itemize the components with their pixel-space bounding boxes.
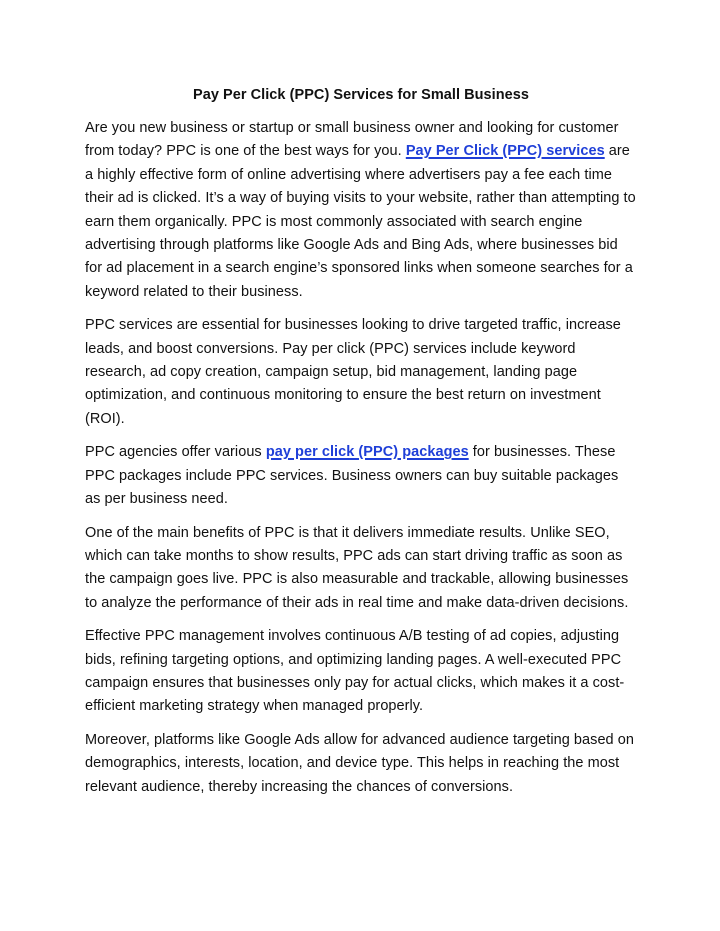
paragraph-agencies [85, 441, 637, 511]
paragraph-agencies-text-start: PPC agencies offer various [85, 444, 266, 461]
ppc-packages-link[interactable]: pay per click (PPC) packages [265, 444, 469, 461]
paragraph-intro [85, 117, 637, 304]
paragraph-intro-text-end: are a highly effective form of online advertising where advertisers pay a fee each time their ad is clicked. It’s a way of buying visits to your website, rather than attempting to earn them organically. PPC is most commonly associated with search engine advertising through platforms like Google Ads and Bing Ads, where businesses bid for ad placement in a search engine’s sponsored links when someone searches for a keyword related to their business. [85, 143, 636, 300]
paragraph-targeting: Moreover, platforms like Google Ads allow for advanced audience targeting based on demographics, interests, location, and device type. This helps in reaching the most relevant audience, thereby increasing the chances of conversions. [85, 731, 634, 795]
paragraph-benefits: One of the main benefits of PPC is that it delivers immediate results. Unlike SEO, which can take months to show results, PPC ads can start driving traffic as soon as the campaign goes live. PPC is also measurable and trackable, allowing businesses to analyze the performance of their ads in real time and make data-driven decisions. [85, 524, 629, 611]
paragraph-agencies-text-end: for businesses. These PPC packages include PPC services. Business owners can buy suitable packages as per business need. [85, 444, 619, 508]
paragraph-management: Effective PPC management involves continuous A/B testing of ad copies, adjusting bids, refining targeting options, and optimizing landing pages. A well-executed PPC campaign ensures that businesses only pay for actual clicks, which makes it a cost-efficient marketing strategy when managed properly. [85, 628, 625, 715]
paragraph-services: PPC services are essential for businesses looking to drive targeted traffic, increase leads, and boost conversions. Pay per click (PPC) services include keyword research, ad copy creation, campaign setup, bid management, landing page optimization, and continuous monitoring to ensure the best return on investment (ROI). [85, 317, 621, 427]
paragraph-intro-text-start: Are you new business or startup or small business owner and looking for customer from today? PPC is one of the best ways for you. [85, 120, 619, 160]
ppc-services-link[interactable]: Pay Per Click (PPC) services [405, 143, 605, 160]
page-title: Pay Per Click (PPC) Services for Small Business [192, 87, 529, 103]
document-body [85, 84, 637, 809]
